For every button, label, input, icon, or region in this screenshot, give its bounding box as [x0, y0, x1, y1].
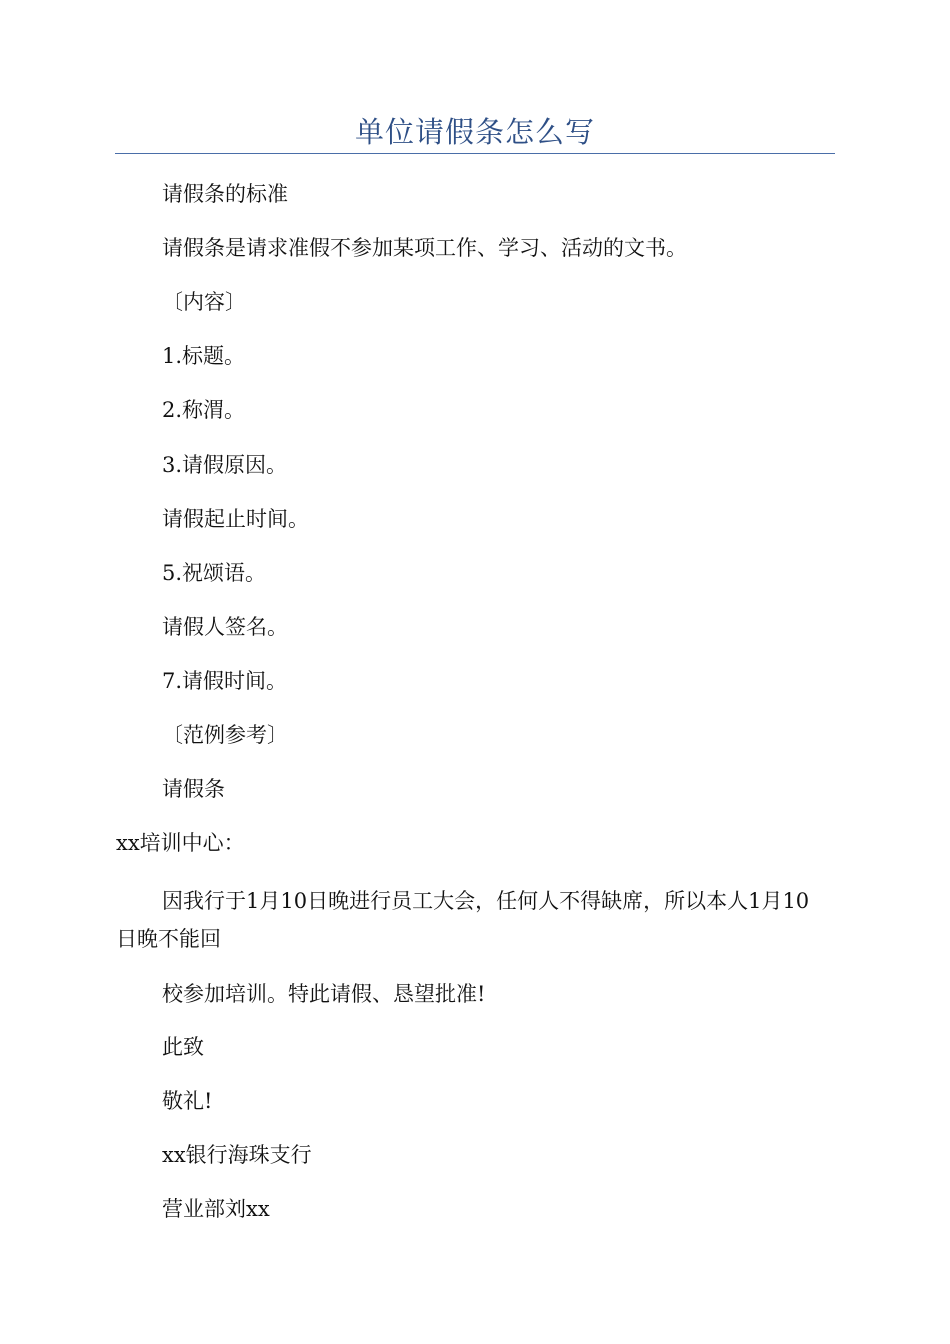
- list-item: 1.标题。: [162, 344, 246, 368]
- body-paragraph: 因我行于1月10日晚进行员工大会，任何人不得缺席，所以本人1月10日晚不能回: [116, 889, 810, 951]
- example-title: 请假条: [162, 777, 225, 801]
- list-item: 3.请假原因。: [162, 453, 288, 477]
- definition-text: 请假条是请求准假不参加某项工作、学习、活动的文书。: [162, 236, 687, 260]
- document-title: 单位请假条怎么写: [354, 115, 595, 149]
- salutation: xx培训中心：: [116, 831, 245, 855]
- list-item: 请假人签名。: [162, 615, 288, 639]
- list-item: 5.祝颂语。: [162, 561, 267, 585]
- list-item: 2.称渭。: [162, 398, 246, 422]
- signature-org: xx银行海珠支行: [162, 1143, 312, 1167]
- list-item: 请假起止时间。: [162, 507, 309, 531]
- title-underline: [115, 153, 835, 154]
- body-continued: 校参加培训。特此请假、恳望批准!: [162, 982, 486, 1006]
- list-item: 7.请假时间。: [162, 669, 288, 693]
- content-heading: 〔内容〕: [162, 290, 246, 314]
- signature-name: 营业部刘xx: [162, 1197, 270, 1221]
- closing-line: 此致: [162, 1035, 204, 1059]
- section-heading: 请假条的标准: [162, 182, 288, 206]
- closing-line: 敬礼!: [162, 1089, 213, 1113]
- example-heading: 〔范例参考〕: [162, 723, 288, 747]
